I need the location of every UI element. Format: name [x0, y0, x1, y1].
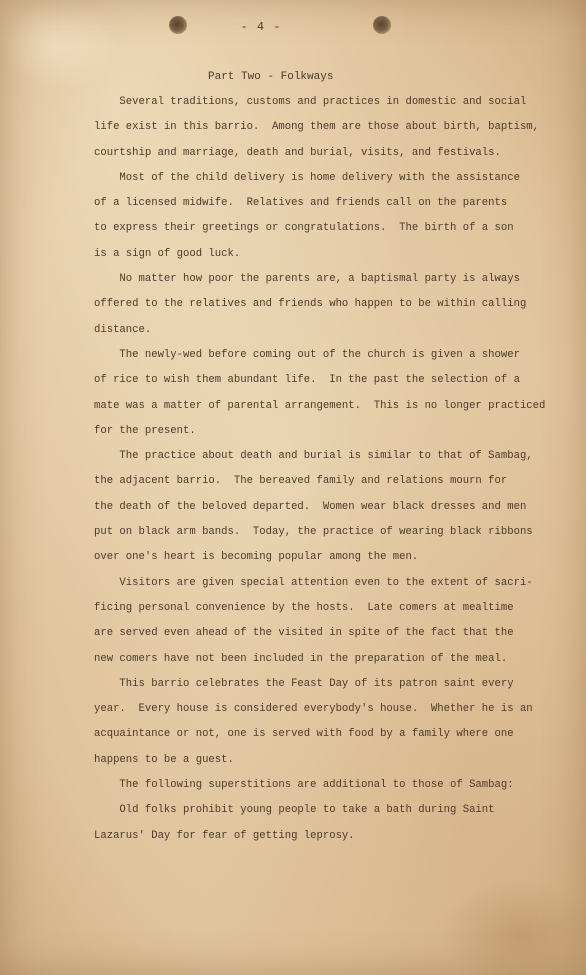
- text-line: The following superstitions are additional to those of Sambag:: [94, 779, 514, 792]
- text-line: new comers have not been included in the preparation of the meal.: [94, 652, 508, 665]
- text-line: of a licensed midwife. Relatives and friends call on the parents: [94, 197, 508, 210]
- text-line: Most of the child delivery is home delivery with the assistance: [94, 171, 520, 184]
- text-line: to express their greetings or congratulations. The birth of a son: [94, 222, 514, 235]
- text-line: No matter how poor the parents are, a baptismal party is always: [94, 273, 520, 286]
- text-line: is a sign of good luck.: [94, 247, 241, 260]
- text-line: Old folks prohibit young people to take a bath during Saint: [94, 804, 495, 817]
- text-line: the adjacent barrio. The bereaved family and relations mourn for: [94, 475, 508, 488]
- text-line: offered to the relatives and friends who happen to be within calling: [94, 298, 527, 311]
- text-line: life exist in this barrio. Among them are those about birth, baptism,: [94, 121, 540, 134]
- paper-stain: [440, 880, 586, 975]
- page-number: - 4 -: [240, 20, 282, 34]
- text-line: The practice about death and burial is similar to that of Sambag,: [94, 450, 533, 463]
- text-line: for the present.: [94, 424, 196, 437]
- paper-highlight: [0, 0, 120, 90]
- text-line: mate was a matter of parental arrangement. This is no longer practiced: [94, 399, 546, 412]
- text-line: Visitors are given special attention even to the extent of sacri-: [94, 576, 533, 589]
- text-line: over one's heart is becoming popular among the men.: [94, 551, 419, 564]
- text-line: This barrio celebrates the Feast Day of its patron saint every: [94, 677, 514, 690]
- text-line: Several traditions, customs and practices in domestic and social: [94, 96, 527, 108]
- text-line: year. Every house is considered everybody's house. Whether he is an: [94, 703, 533, 716]
- text-line: The newly-wed before coming out of the church is given a shower: [94, 348, 520, 361]
- text-line: distance.: [94, 323, 152, 336]
- text-line: acquaintance or not, one is served with food by a family where one: [94, 728, 514, 741]
- text-line: of rice to wish them abundant life. In the past the selection of a: [94, 374, 520, 387]
- text-line: courtship and marriage, death and burial, visits, and festivals.: [94, 146, 501, 159]
- text-line: ficing personal convenience by the hosts. Late comers at mealtime: [94, 601, 514, 614]
- section-title: Part Two - Folkways: [208, 71, 334, 83]
- text-line: put on black arm bands. Today, the practice of wearing black ribbons: [94, 526, 533, 539]
- text-line: are served even ahead of the visited in spite of the fact that the: [94, 627, 514, 640]
- text-line: happens to be a guest.: [94, 753, 234, 766]
- text-line: the death of the beloved departed. Women wear black dresses and men: [94, 500, 527, 513]
- text-line: Lazarus' Day for fear of getting leprosy.: [94, 829, 355, 842]
- body-text: [94, 90, 564, 849]
